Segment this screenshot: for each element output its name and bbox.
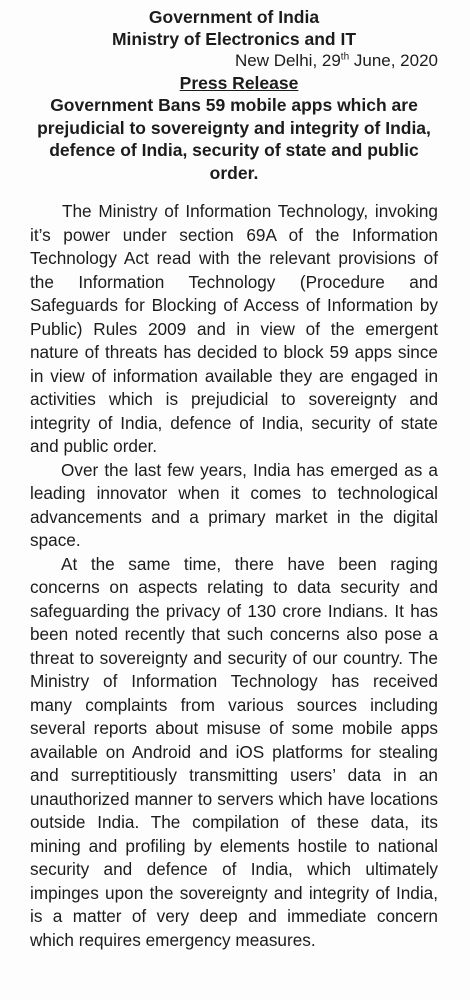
government-heading: Government of India <box>148 7 320 27</box>
dateline-suffix: June, 2020 <box>349 51 438 70</box>
dateline-prefix: New Delhi, 29 <box>234 51 341 70</box>
ministry-heading: Ministry of Electronics and IT <box>111 29 357 49</box>
paragraph-3: At the same time, there have been raging concerns on aspects relating to data security and safeguarding the privacy of 130 crore Indians. It has been noted recently that such concerns also pose a threat to sovereignty and security of our country. The Ministry of Information Technology has received many complaints from various sources including several reports about misuse of some mobile apps available on Android and iOS platforms for stealing and surreptitiously transmitting users’ data in an unauthorized manner to servers which have locations outside India. The compilation of these data, its mining and profiling by elements hostile to national security and defence of India, which ultimately impinges upon the sovereignty and integrity of India, is a matter of very deep and immediate concern which requires emergency measures. <box>30 553 438 950</box>
paragraph-2: Over the last few years, India has emerged as a leading innovator when it comes to technological advancements and a primary market in the digital space. <box>30 459 438 550</box>
dateline <box>30 50 438 72</box>
paragraph-1: The Ministry of Information Technology, invoking it’s power under section 69A of the Information Technology Act read with the relevant provisions of the Information Technology (Procedure and Safeguards for Blocking of Access of Information by Public) Rules 2009 and in view of the emergent nature of threats has decided to block 59 apps since in view of information available they are engaged in activities which is prejudicial to sovereignty and integrity of India, defence of India, security of state and public order. <box>30 201 438 456</box>
dateline-ordinal: th <box>340 51 350 63</box>
press-release-title: Press Release <box>179 73 299 93</box>
headline: Government Bans 59 mobile apps which are prejudicial to sovereignty and integrity of India, defence of India, security of state and public order. <box>37 95 431 183</box>
